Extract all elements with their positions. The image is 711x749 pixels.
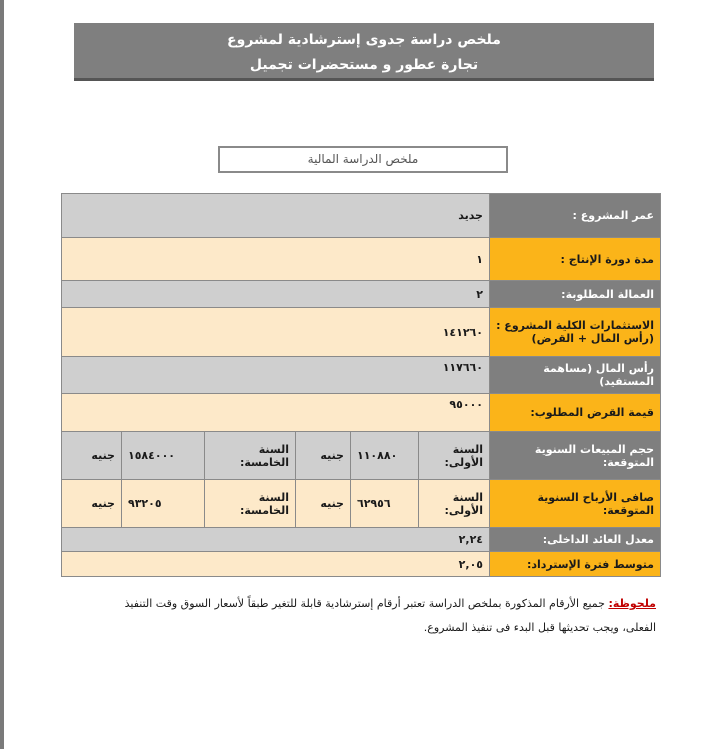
footnote [96,592,656,640]
row-label: قيمة القرض المطلوب: [490,394,661,432]
row-label: صافى الأرباح السنوية المتوقعة: [490,480,661,528]
profit-year1-label: السنة الأولى: [419,480,490,528]
table-row [62,238,661,281]
profit-year5-unit: جنيه [62,480,122,528]
table-row [62,281,661,308]
sales-year1-label: السنة الأولى: [419,432,490,480]
row-label: رأس المال (مساهمة المستفيد) [490,357,661,394]
sales-year5-value: ١٥٨٤٠٠٠ [122,432,205,480]
row-value: ٩٥٠٠٠ [62,394,490,432]
row-label [490,308,661,357]
header-subtitle: تجارة عطور و مستحضرات تجميل [249,57,479,73]
row-label-line1: الاستثمارات الكلية المشروع : [496,319,654,332]
row-label: عمر المشروع : [490,194,661,238]
row-value: ٢ [62,281,490,308]
table-row [62,308,661,357]
row-value: ٢,٢٤ [62,528,490,552]
row-label: مدة دورة الإنتاج : [490,238,661,281]
header-title: ملخص دراسة جدوى إسترشادية لمشروع [227,32,501,48]
profit-year1-value: ٦٢٩٥٦ [351,480,419,528]
row-value: ١١٧٦٦٠ [62,357,490,394]
row-value: ١ [62,238,490,281]
table-row [62,357,661,394]
footnote-lead: ملحوظة: [608,597,656,610]
footnote-text: جميع الأرقام المذكورة بملخص الدراسة تعتبر أرقام إسترشادية قابلة للتغير طبقاً لأسعار السوق وقت التنفيذ الفعلى، ويجب تحديثها قبل البدء فى تنفيذ المشروع. [124,597,656,634]
row-label: متوسط فترة الإسترداد: [490,552,661,577]
row-label: حجم المبيعات السنوية المتوقعة: [490,432,661,480]
row-label: العمالة المطلوبة: [490,281,661,308]
table-row [62,528,661,552]
sales-year5-unit: جنيه [62,432,122,480]
financial-summary-table [61,193,661,577]
row-label-line2: (رأس المال + القرض) [531,332,654,345]
section-title: ملخص الدراسة المالية [218,146,508,173]
row-value: ٢,٠٥ [62,552,490,577]
table-row [62,394,661,432]
profit-year5-label: السنة الخامسة: [205,480,296,528]
table-row [62,552,661,577]
table-row [62,194,661,238]
row-value: ١٤١٢٦٠ [62,308,490,357]
row-label: معدل العائد الداخلى: [490,528,661,552]
table-row [62,432,661,480]
row-value: جديد [62,194,490,238]
page-left-edge [0,0,4,749]
sales-year1-value: ١١٠٨٨٠ [351,432,419,480]
table-row [62,480,661,528]
sales-year5-label: السنة الخامسة: [205,432,296,480]
page-header [74,23,654,81]
sales-year1-unit: جنيه [296,432,351,480]
profit-year5-value: ٩٣٢٠٥ [122,480,205,528]
profit-year1-unit: جنيه [296,480,351,528]
